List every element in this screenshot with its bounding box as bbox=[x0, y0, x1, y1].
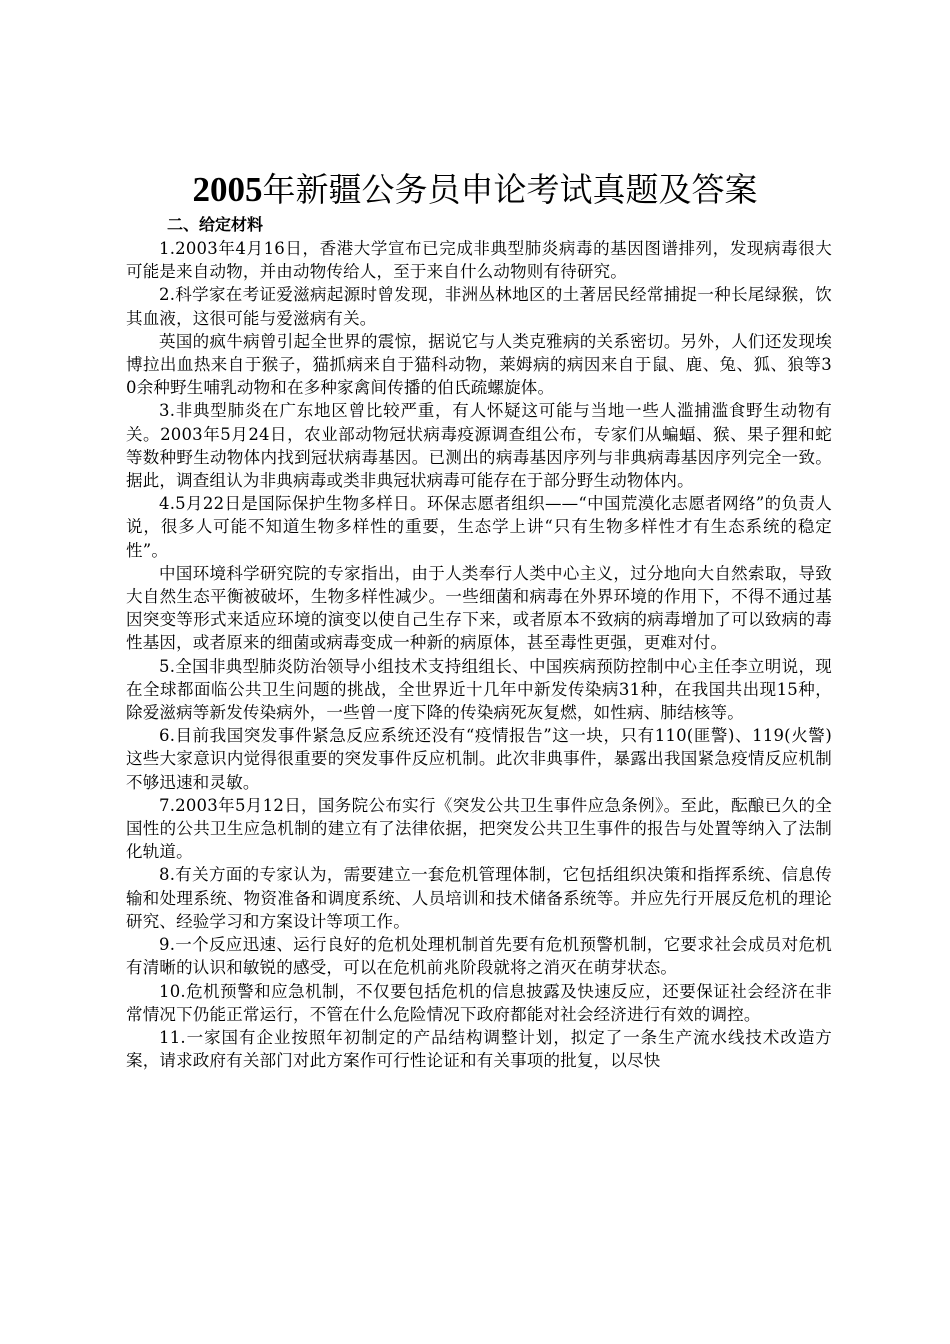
paragraph-3: 英国的疯牛病曾引起全世界的震惊，据说它与人类克雅病的关系密切。另外，人们还发现埃博拉出血热来自于猴子，猫抓病来自于猫科动物，莱姆病的病因来自于鼠、鹿、兔、狐、狼等30余种野生哺乳动物和在多种家禽间传播的伯氏疏螺旋体。 bbox=[126, 331, 832, 398]
document-body bbox=[126, 237, 832, 1072]
paragraph-7: 5.全国非典型肺炎防治领导小组技术支持组组长、中国疾病预防控制中心主任李立明说，现在全球都面临公共卫生问题的挑战，全世界近十几年中新发传染病31种，在我国共出现15种，除爱滋病等新发传染病外，一些曾一度下降的传染病死灰复燃，如性病、肺结核等。 bbox=[126, 656, 832, 723]
paragraph-2: 2.科学家在考证爱滋病起源时曾发现，非洲丛林地区的土著居民经常捕捉一种长尾绿猴，饮其血液，这很可能与爱滋病有关。 bbox=[126, 285, 832, 328]
title-year: 2005 bbox=[192, 170, 263, 209]
document-title bbox=[0, 168, 950, 212]
paragraph-1: 1.2003年4月16日，香港大学宣布已完成非典型肺炎病毒的基因图谱排列，发现病毒很大可能是来自动物，并由动物传给人，至于来自什么动物则有待研究。 bbox=[126, 239, 832, 282]
title-text: 年新疆公务员申论考试真题及答案 bbox=[262, 170, 758, 209]
paragraph-8: 6.目前我国突发事件紧急反应系统还没有“疫情报告”这一块，只有110(匪警)、119(火警)这些大家意识内觉得很重要的突发事件反应机制。此次非典事件，暴露出我国紧急疫情反应机制不够迅速和灵敏。 bbox=[126, 726, 832, 792]
paragraph-6: 中国环境科学研究院的专家指出，由于人类奉行人类中心主义，过分地向大自然索取，导致大自然生态平衡被破坏，生物多样性减少。一些细菌和病毒在外界环境的作用下，不得不通过基因突变等形式来适应环境的演变以使自己生存下来，或者原本不致病的病毒增加了可以致病的毒性基因，或者原来的细菌或病毒变成一种新的病原体，甚至毒性更强，更难对付。 bbox=[126, 563, 832, 653]
paragraph-11: 9.一个反应迅速、运行良好的危机处理机制首先要有危机预警机制，它要求社会成员对危机有清晰的认识和敏锐的感受，可以在危机前兆阶段就将之消灭在萌芽状态。 bbox=[126, 935, 832, 978]
paragraph-4: 3.非典型肺炎在广东地区曾比较严重，有人怀疑这可能与当地一些人滥捕滥食野生动物有关。2003年5月24日，农业部动物冠状病毒疫源调查组公布，专家们从蝙蝠、猴、果子狸和蛇等数种野生动物体内找到冠状病毒基因。已测出的病毒基因序列与非典病毒基因序列完全一致。据此，调查组认为非典病毒或类非典冠状病毒可能存在于部分野生动物体内。 bbox=[126, 401, 832, 491]
paragraph-13: 11.一家国有企业按照年初制定的产品结构调整计划，拟定了一条生产流水线技术改造方案，请求政府有关部门对此方案作可行性论证和有关事项的批复，以尽快 bbox=[126, 1027, 832, 1071]
section-heading: 二、给定材料 bbox=[167, 215, 264, 234]
paragraph-12: 10.危机预警和应急机制，不仅要包括危机的信息披露及快速反应，还要保证社会经济在非常情况下仍能正常运行，不管在什么危险情况下政府都能对社会经济进行有效的调控。 bbox=[126, 981, 832, 1024]
paragraph-10: 8.有关方面的专家认为，需要建立一套危机管理体制，它包括组织决策和指挥系统、信息传输和处理系统、物资准备和调度系统、人员培训和技术储备系统等。并应先行开展反危机的理论研究、经验学习和方案设计等项工作。 bbox=[126, 865, 832, 931]
paragraph-9: 7.2003年5月12日，国务院公布实行《突发公共卫生事件应急条例》。至此，酝酿已久的全国性的公共卫生应急机制的建立有了法律依据，把突发公共卫生事件的报告与处置等纳入了法制化轨道。 bbox=[126, 795, 832, 862]
paragraph-5: 4.5月22日是国际保护生物多样日。环保志愿者组织——“中国荒漠化志愿者网络”的负责人说，很多人可能不知道生物多样性的重要，生态学上讲“只有生物多样性才有生态系统的稳定性”。 bbox=[126, 494, 832, 560]
